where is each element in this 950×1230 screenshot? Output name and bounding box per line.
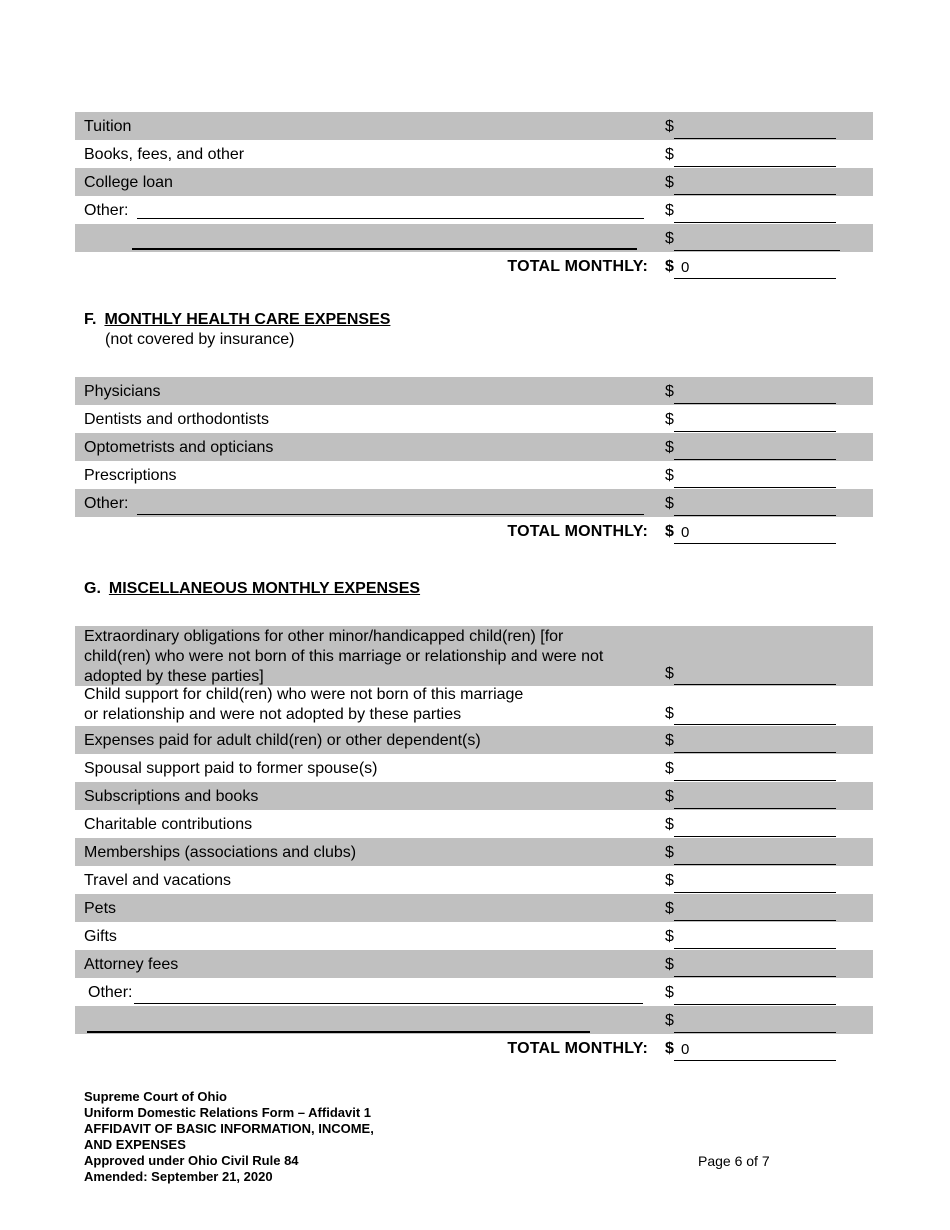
dollar-sign: $ — [665, 788, 674, 805]
health-other-description-field[interactable] — [137, 514, 644, 515]
misc-total-field[interactable] — [674, 1060, 836, 1061]
dollar-sign: $ — [665, 816, 674, 833]
dollar-sign: $ — [665, 900, 674, 917]
section-title: MONTHLY HEALTH CARE EXPENSES — [104, 311, 391, 328]
health-total-field[interactable] — [674, 543, 836, 544]
page-number: Page 6 of 7 — [698, 1153, 770, 1169]
charitable-amount-field[interactable] — [674, 836, 836, 837]
extraordinary-amount-field[interactable] — [674, 684, 836, 685]
dollar-sign: $ — [665, 230, 674, 247]
education-other-row-2 — [75, 224, 873, 252]
label-line: adopted by these parties] — [84, 668, 264, 685]
child-support-amount-field[interactable] — [674, 724, 836, 725]
dentists-row — [75, 405, 873, 433]
dollar-sign: $ — [665, 1040, 674, 1057]
child-support-row — [75, 686, 873, 726]
dollar-sign: $ — [665, 258, 674, 275]
misc-other-row-2 — [75, 1006, 873, 1034]
health-total-row — [75, 517, 873, 545]
misc-other-description-field[interactable] — [134, 1003, 643, 1004]
misc-other-amount-field-2[interactable] — [674, 1032, 836, 1033]
dollar-sign: $ — [665, 665, 674, 682]
health-other-row — [75, 489, 873, 517]
footer-line: Supreme Court of Ohio — [84, 1089, 227, 1104]
education-total-row — [75, 252, 873, 280]
attorney-fees-amount-field[interactable] — [674, 976, 836, 977]
education-other-description-field[interactable] — [137, 218, 644, 219]
optometrists-row — [75, 433, 873, 461]
pets-row — [75, 894, 873, 922]
label-line: Extraordinary obligations for other minor/handicapped child(ren) [for — [84, 628, 564, 645]
charitable-row — [75, 810, 873, 838]
prescriptions-amount-field[interactable] — [674, 487, 836, 488]
row-label: Dentists and orthodontists — [84, 411, 269, 428]
education-expenses-table — [75, 112, 873, 280]
dollar-sign: $ — [665, 202, 674, 219]
footer-line: AND EXPENSES — [84, 1137, 186, 1152]
label-line: child(ren) who were not born of this marriage or relationship and were not — [84, 648, 604, 665]
dollar-sign: $ — [665, 956, 674, 973]
row-label: Memberships (associations and clubs) — [84, 844, 357, 861]
dollar-sign: $ — [665, 383, 674, 400]
pets-amount-field[interactable] — [674, 920, 836, 921]
dollar-sign: $ — [665, 928, 674, 945]
tuition-amount-field[interactable] — [674, 138, 836, 139]
row-label: Gifts — [84, 928, 117, 945]
misc-total-value: 0 — [681, 1041, 690, 1058]
subscriptions-row — [75, 782, 873, 810]
dollar-sign: $ — [665, 872, 674, 889]
extraordinary-obligations-row — [75, 626, 873, 686]
row-label: Prescriptions — [84, 467, 177, 484]
dollar-sign: $ — [665, 174, 674, 191]
health-total-value: 0 — [681, 524, 690, 541]
misc-other-description-field-2[interactable] — [87, 1031, 590, 1033]
row-label: Subscriptions and books — [84, 788, 259, 805]
dollar-sign: $ — [665, 844, 674, 861]
spousal-support-row — [75, 754, 873, 782]
dollar-sign: $ — [665, 984, 674, 1001]
section-letter: G. — [84, 580, 101, 597]
dollar-sign: $ — [665, 705, 674, 722]
section-f-heading — [84, 311, 390, 329]
education-total-field[interactable] — [674, 278, 836, 279]
total-label: TOTAL MONTHLY: — [507, 1040, 648, 1057]
prescriptions-row — [75, 461, 873, 489]
misc-other-amount-field[interactable] — [674, 1004, 836, 1005]
health-expenses-table — [75, 377, 873, 545]
college-loan-amount-field[interactable] — [674, 194, 836, 195]
adult-children-amount-field[interactable] — [674, 752, 836, 753]
other-label: Other: — [84, 202, 129, 219]
other-label: Other: — [84, 495, 129, 512]
misc-total-row — [75, 1034, 873, 1062]
physicians-amount-field[interactable] — [674, 403, 836, 404]
books-fees-amount-field[interactable] — [674, 166, 836, 167]
row-label: Tuition — [84, 118, 132, 135]
attorney-fees-row — [75, 950, 873, 978]
subscriptions-amount-field[interactable] — [674, 808, 836, 809]
row-label: Charitable contributions — [84, 816, 253, 833]
dollar-sign: $ — [665, 732, 674, 749]
section-title: MISCELLANEOUS MONTHLY EXPENSES — [108, 580, 421, 597]
health-other-amount-field[interactable] — [674, 515, 836, 516]
travel-row — [75, 866, 873, 894]
education-other-amount-field-2[interactable] — [674, 250, 840, 251]
section-g-heading — [84, 580, 420, 598]
row-label: Travel and vacations — [84, 872, 232, 889]
other-label: Other: — [88, 984, 133, 1001]
books-fees-row — [75, 140, 873, 168]
section-f-subheading: (not covered by insurance) — [105, 331, 295, 348]
row-label: Physicians — [84, 383, 161, 400]
form-footer — [84, 1089, 374, 1185]
section-letter: F. — [84, 311, 97, 328]
row-label — [84, 627, 603, 687]
education-total-value: 0 — [681, 259, 690, 276]
memberships-row — [75, 838, 873, 866]
education-other-row — [75, 196, 873, 224]
tuition-row — [75, 112, 873, 140]
footer-line: Uniform Domestic Relations Form – Affidavit 1 — [84, 1105, 372, 1120]
total-label: TOTAL MONTHLY: — [507, 258, 648, 275]
dollar-sign: $ — [665, 439, 674, 456]
dollar-sign: $ — [665, 495, 674, 512]
dollar-sign: $ — [665, 146, 674, 163]
physicians-row — [75, 377, 873, 405]
college-loan-row — [75, 168, 873, 196]
education-other-description-field-2[interactable] — [132, 248, 637, 250]
misc-expenses-table — [75, 626, 873, 1062]
memberships-amount-field[interactable] — [674, 864, 836, 865]
label-line: Child support for child(ren) who were not born of this marriage — [84, 686, 524, 703]
education-other-amount-field[interactable] — [674, 222, 836, 223]
footer-line: AFFIDAVIT OF BASIC INFORMATION, INCOME, — [84, 1121, 374, 1136]
footer-line: Approved under Ohio Civil Rule 84 — [84, 1153, 299, 1168]
gifts-row — [75, 922, 873, 950]
row-label: Optometrists and opticians — [84, 439, 274, 456]
row-label — [84, 685, 523, 725]
footer-line: Amended: September 21, 2020 — [84, 1169, 273, 1184]
dollar-sign: $ — [665, 467, 674, 484]
dollar-sign: $ — [665, 411, 674, 428]
row-label: Spousal support paid to former spouse(s) — [84, 760, 378, 777]
misc-other-row — [75, 978, 873, 1006]
row-label: Attorney fees — [84, 956, 179, 973]
row-label: College loan — [84, 174, 173, 191]
travel-amount-field[interactable] — [674, 892, 836, 893]
row-label: Pets — [84, 900, 117, 917]
total-label: TOTAL MONTHLY: — [507, 523, 648, 540]
dollar-sign: $ — [665, 760, 674, 777]
gifts-amount-field[interactable] — [674, 948, 836, 949]
optometrists-amount-field[interactable] — [674, 459, 836, 460]
dollar-sign: $ — [665, 118, 674, 135]
dollar-sign: $ — [665, 523, 674, 540]
label-line: or relationship and were not adopted by these parties — [84, 706, 462, 723]
dentists-amount-field[interactable] — [674, 431, 836, 432]
row-label: Books, fees, and other — [84, 146, 245, 163]
dollar-sign: $ — [665, 1012, 674, 1029]
spousal-support-amount-field[interactable] — [674, 780, 836, 781]
adult-children-row — [75, 726, 873, 754]
row-label: Expenses paid for adult child(ren) or other dependent(s) — [84, 732, 481, 749]
